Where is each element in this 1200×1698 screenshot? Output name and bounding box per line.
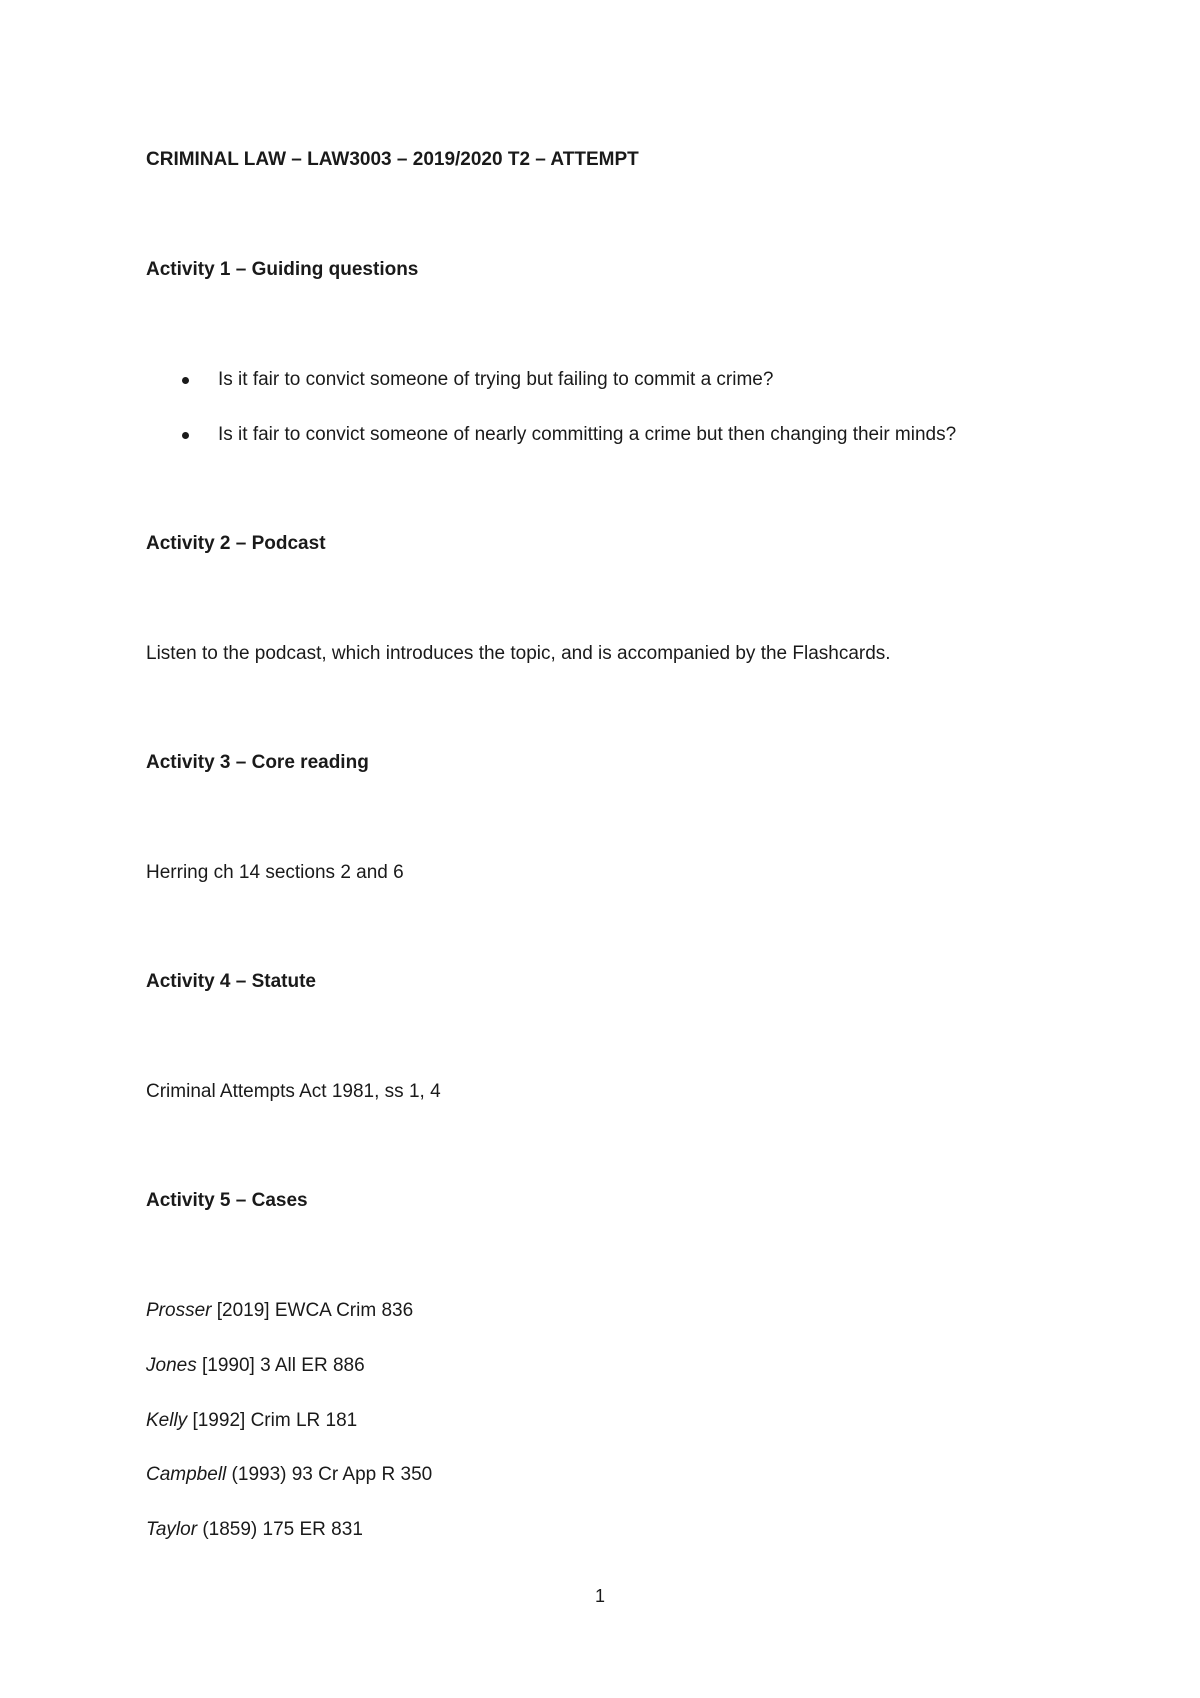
page-number: 1 bbox=[594, 1586, 605, 1606]
activity1-heading: Activity 1 – Guiding questions bbox=[146, 259, 419, 280]
activity4-heading: Activity 4 – Statute bbox=[146, 971, 316, 992]
case-citation bbox=[146, 1518, 363, 1542]
activity3-body: Herring ch 14 sections 2 and 6 bbox=[146, 862, 404, 883]
case-reference: [2019] EWCA Crim 836 bbox=[211, 1300, 414, 1321]
case-name: Campbell bbox=[146, 1464, 227, 1485]
case-name: Jones bbox=[146, 1355, 197, 1376]
case-reference: [1990] 3 All ER 886 bbox=[196, 1355, 365, 1376]
activity2-body: Listen to the podcast, which introduces the topic, and is accompanied by the Flashcards. bbox=[146, 643, 891, 664]
case-name: Prosser bbox=[146, 1300, 212, 1321]
case-reference: (1993) 93 Cr App R 350 bbox=[226, 1464, 433, 1485]
case-reference: [1992] Crim LR 181 bbox=[187, 1410, 358, 1431]
activity2-heading: Activity 2 – Podcast bbox=[146, 533, 326, 554]
activity5-heading: Activity 5 – Cases bbox=[146, 1190, 308, 1211]
activity4-body: Criminal Attempts Act 1981, ss 1, 4 bbox=[146, 1081, 441, 1102]
bullet-icon bbox=[182, 377, 189, 384]
case-name: Kelly bbox=[146, 1410, 188, 1431]
case-citation bbox=[146, 1409, 357, 1433]
case-citation bbox=[146, 1299, 413, 1323]
case-reference: (1859) 175 ER 831 bbox=[197, 1519, 363, 1540]
list-item-text: Is it fair to convict someone of nearly committing a crime but then changing their minds? bbox=[218, 424, 957, 445]
list-item-text: Is it fair to convict someone of trying but failing to commit a crime? bbox=[218, 369, 774, 390]
activity3-heading: Activity 3 – Core reading bbox=[146, 752, 369, 773]
case-name: Taylor bbox=[146, 1519, 198, 1540]
case-citation bbox=[146, 1463, 432, 1487]
case-citation bbox=[146, 1354, 365, 1378]
bullet-icon bbox=[182, 432, 189, 439]
document-title: CRIMINAL LAW – LAW3003 – 2019/2020 T2 – ATTEMPT bbox=[146, 149, 639, 170]
